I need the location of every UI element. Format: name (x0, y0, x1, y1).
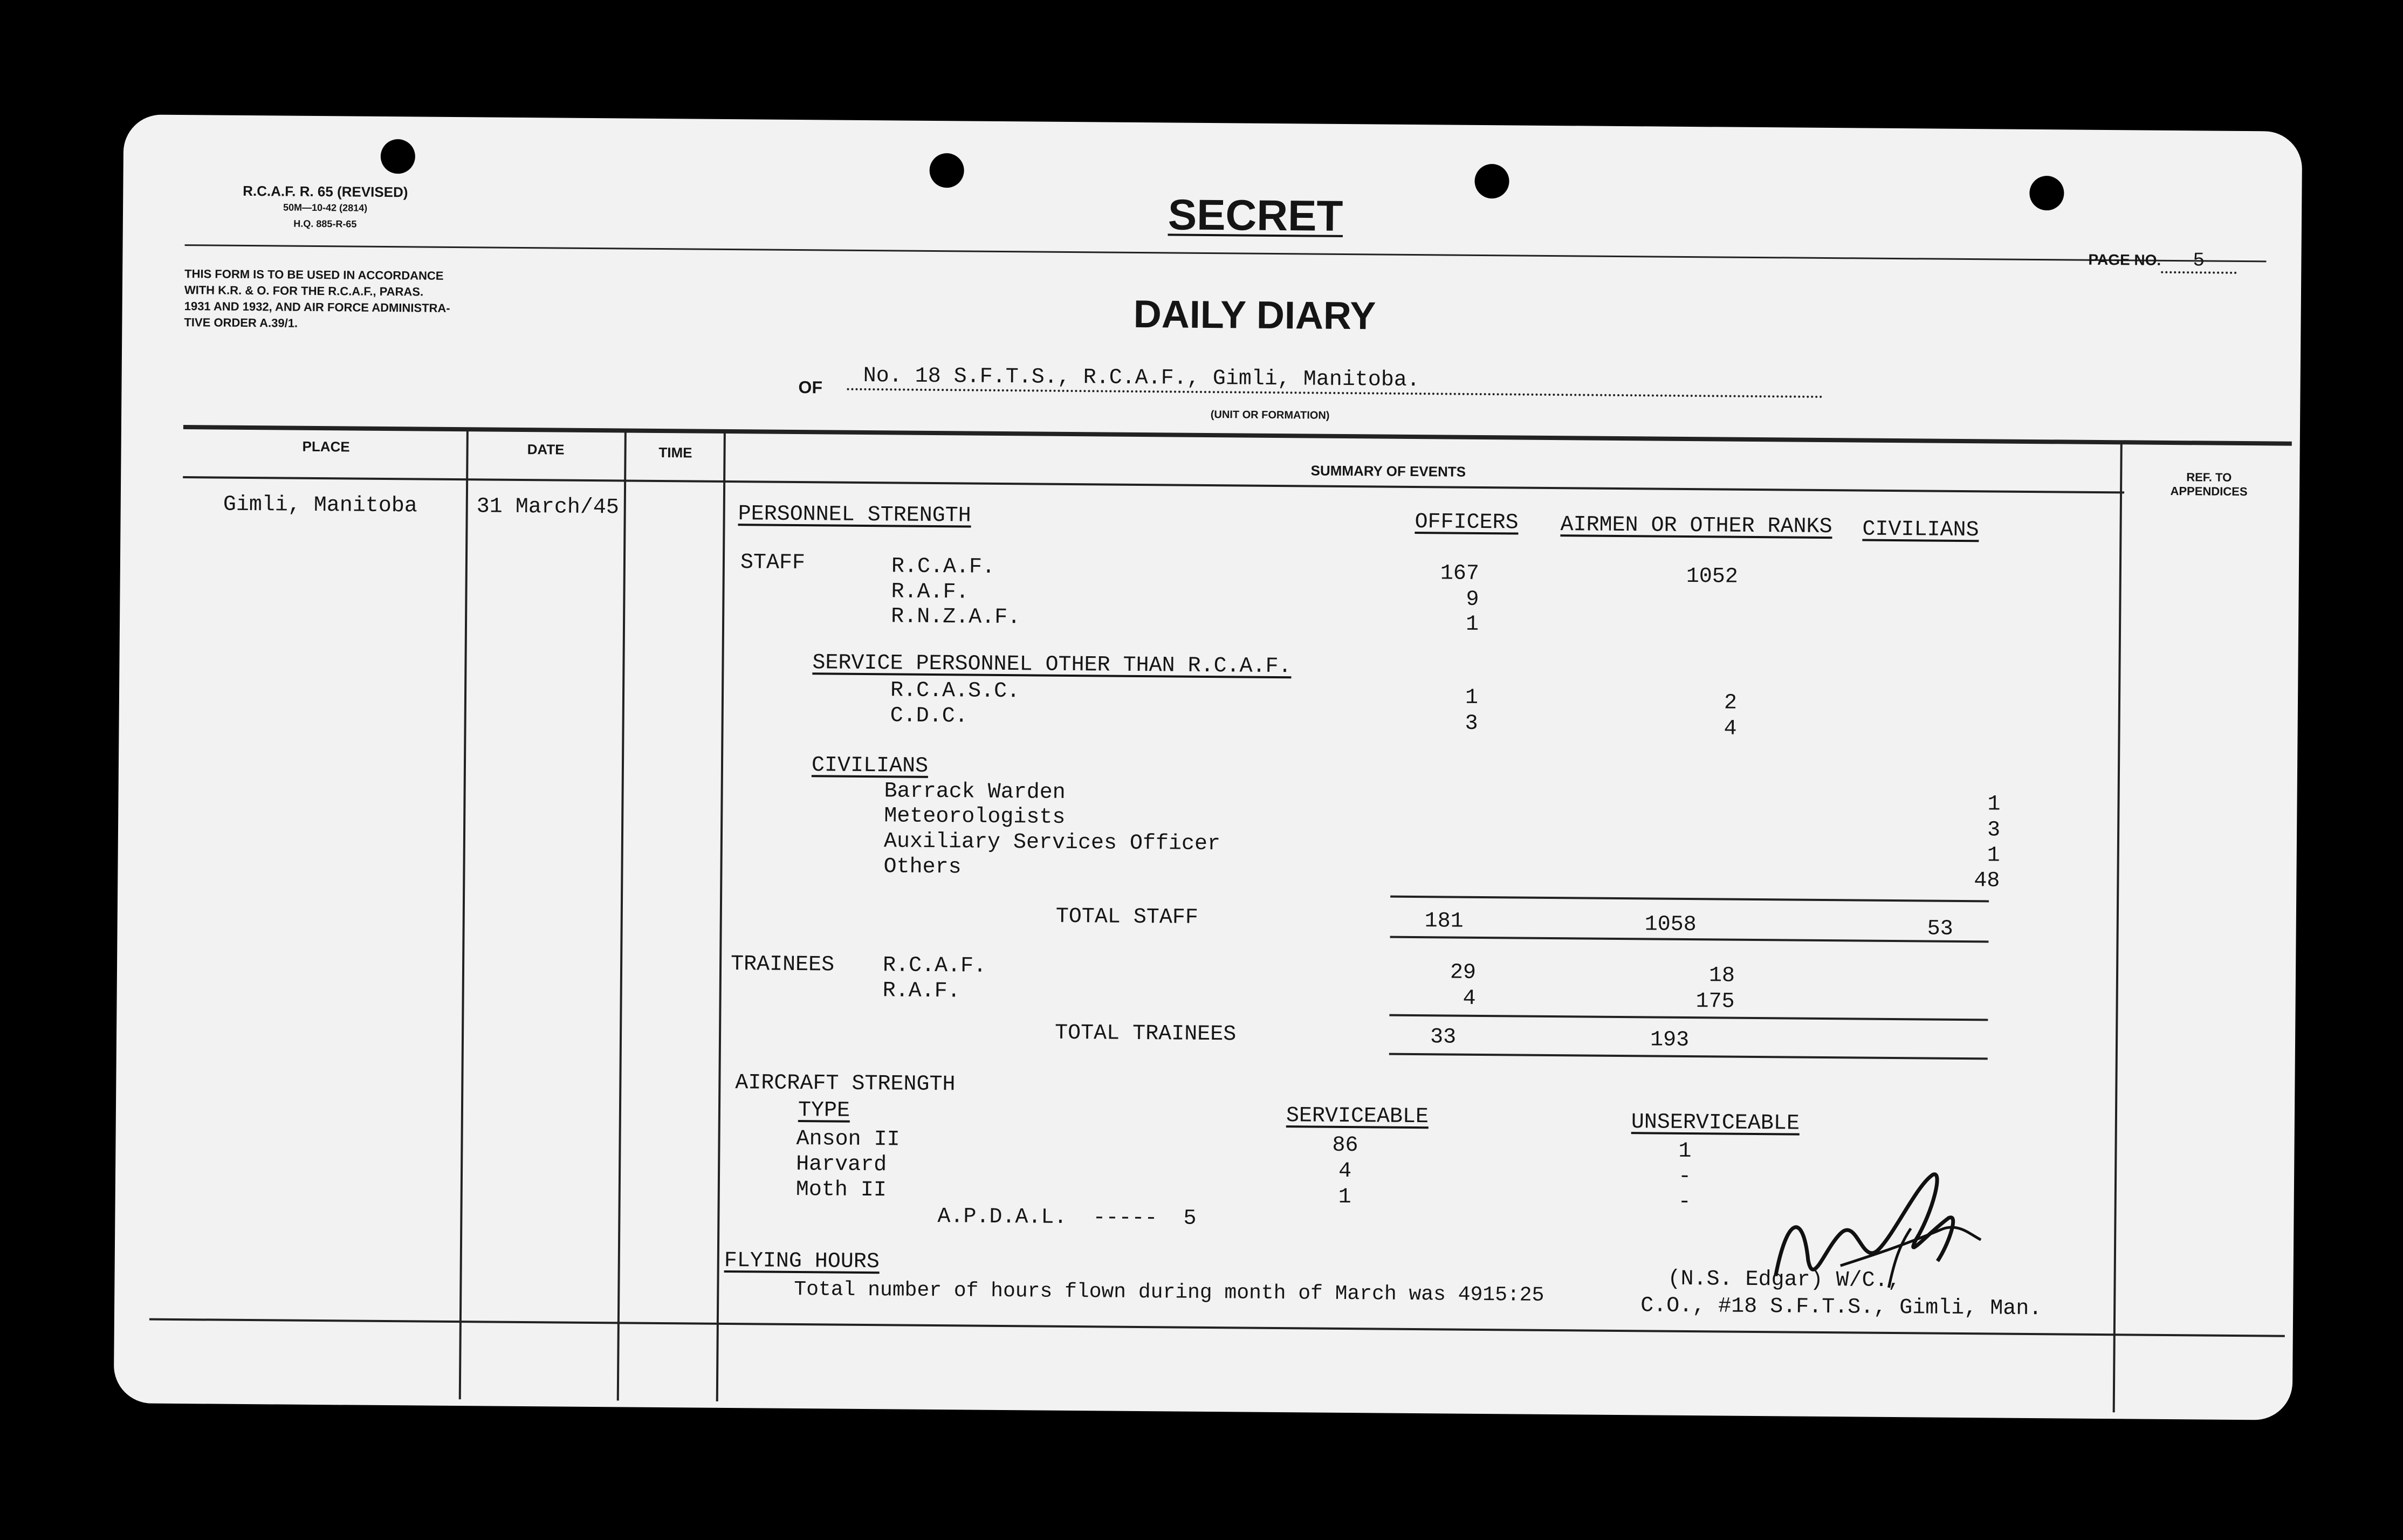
punch-hole (929, 153, 964, 188)
total-staff-officers: 181 (1424, 909, 1464, 934)
col-airmen: AIRMEN OR OTHER RANKS (1560, 513, 1832, 540)
service-officers: 3 (1465, 711, 1478, 736)
aircraft-unserviceable: - (1678, 1190, 1691, 1215)
page-title: DAILY DIARY (1133, 292, 1376, 338)
aircraft-unserviceable: - (1678, 1164, 1692, 1190)
staff-label: STAFF (740, 551, 806, 576)
signatory-title: C.O., #18 S.F.T.S., Gimli, Man. (1640, 1294, 2042, 1322)
aircraft-type: Anson II (796, 1127, 900, 1152)
header-place: PLACE (302, 438, 350, 455)
service-airmen: 2 (1724, 691, 1738, 716)
header-summary: SUMMARY OF EVENTS (1310, 462, 1466, 480)
staff-name: R.A.F. (891, 580, 969, 605)
signatory-name: (N.S. Edgar) W/C., (1667, 1267, 1901, 1294)
aircraft-unserviceable: 1 (1678, 1139, 1692, 1164)
trainee-name: R.C.A.F. (882, 953, 987, 979)
civilian-count: 48 (1974, 869, 2000, 893)
aircraft-serviceable: 1 (1338, 1185, 1351, 1210)
civilian-name: Auxiliary Services Officer (883, 829, 1221, 857)
aircraft-heading: AIRCRAFT STRENGTH (735, 1071, 956, 1097)
unit-caption: (UNIT OR FORMATION) (1210, 409, 1330, 422)
staff-name: R.N.Z.A.F. (890, 604, 1021, 630)
civilian-count: 3 (1987, 818, 2001, 843)
punch-hole (2029, 176, 2064, 211)
total-trainees-airmen: 193 (1650, 1028, 1690, 1053)
col-officers: OFFICERS (1415, 510, 1519, 535)
col-type: TYPE (798, 1098, 850, 1123)
col-unserviceable: UNSERVICEABLE (1631, 1110, 1800, 1136)
trainees-label: TRAINEES (730, 952, 835, 978)
total-staff-civilians: 53 (1927, 917, 1953, 941)
punch-hole (1474, 164, 1509, 199)
unit-label: OF (798, 377, 823, 397)
aircraft-type: Harvard (796, 1152, 887, 1178)
total-staff-label: TOTAL STAFF (1055, 904, 1199, 930)
form-instructions: THIS FORM IS TO BE USED IN ACCORDANCE WITH K.R. & O. FOR THE R.C.A.F., PARAS. 1931 AND 1932, AND AIR FORCE ADMINISTRA- TIVE ORDER A.39/1. (184, 267, 450, 330)
trainee-airmen: 175 (1695, 989, 1735, 1014)
service-airmen: 4 (1724, 717, 1737, 741)
staff-airmen: 1052 (1686, 564, 1738, 589)
flying-text: Total number of hours flown during month of March was 4915:25 (794, 1278, 1544, 1307)
staff-officers: 9 (1466, 587, 1479, 612)
staff-officers: 1 (1465, 612, 1479, 637)
page-number: PAGE NO. 5 (2088, 249, 2236, 274)
civilian-count: 1 (1987, 843, 2000, 868)
unit-value: No. 18 S.F.T.S., R.C.A.F., Gimli, Manitoba. (847, 364, 1823, 398)
civilian-name: Barrack Warden (884, 779, 1066, 805)
staff-officers: 167 (1440, 561, 1480, 586)
entry-date: 31 March/45 (476, 494, 619, 520)
flying-heading: FLYING HOURS (724, 1248, 880, 1275)
header-date: DATE (527, 441, 565, 458)
civilians-heading: CIVILIANS (811, 753, 929, 779)
header-ref: REF. TO APPENDICES (2170, 470, 2248, 499)
total-trainees-label: TOTAL TRAINEES (1054, 1021, 1237, 1047)
staff-name: R.C.A.F. (891, 554, 995, 580)
form-code: R.C.A.F. R. 65 (REVISED) 50M—10-42 (2814) H.Q. 885-R-65 (243, 182, 408, 230)
classification: SECRET (1168, 190, 1343, 240)
aircraft-serviceable: 4 (1338, 1159, 1352, 1184)
personnel-heading: PERSONNEL STRENGTH (738, 502, 971, 528)
aircraft-type: Moth II (795, 1178, 887, 1203)
punch-hole (381, 139, 416, 174)
total-staff-airmen: 1058 (1644, 912, 1697, 938)
aircraft-serviceable: 86 (1332, 1133, 1358, 1158)
entry-place: Gimli, Manitoba (223, 492, 417, 519)
apdal: A.P.D.A.L. ----- 5 (937, 1205, 1197, 1231)
trainee-officers: 29 (1450, 960, 1477, 985)
trainee-name: R.A.F. (882, 979, 960, 1004)
civilian-name: Others (883, 855, 962, 880)
service-heading: SERVICE PERSONNEL OTHER THAN R.C.A.F. (812, 651, 1292, 679)
trainee-airmen: 18 (1708, 964, 1735, 988)
service-officers: 1 (1465, 685, 1479, 710)
civilian-name: Meteorologists (884, 804, 1066, 830)
col-civilians: CIVILIANS (1862, 517, 1979, 543)
diary-form (114, 114, 2303, 1420)
civilian-count: 1 (1987, 792, 2001, 817)
service-name: C.D.C. (890, 704, 968, 729)
header-time: TIME (658, 444, 692, 461)
service-name: R.C.A.S.C. (890, 678, 1020, 704)
total-trainees-officers: 33 (1430, 1025, 1457, 1050)
col-serviceable: SERVICEABLE (1286, 1104, 1429, 1130)
trainee-officers: 4 (1463, 986, 1476, 1011)
